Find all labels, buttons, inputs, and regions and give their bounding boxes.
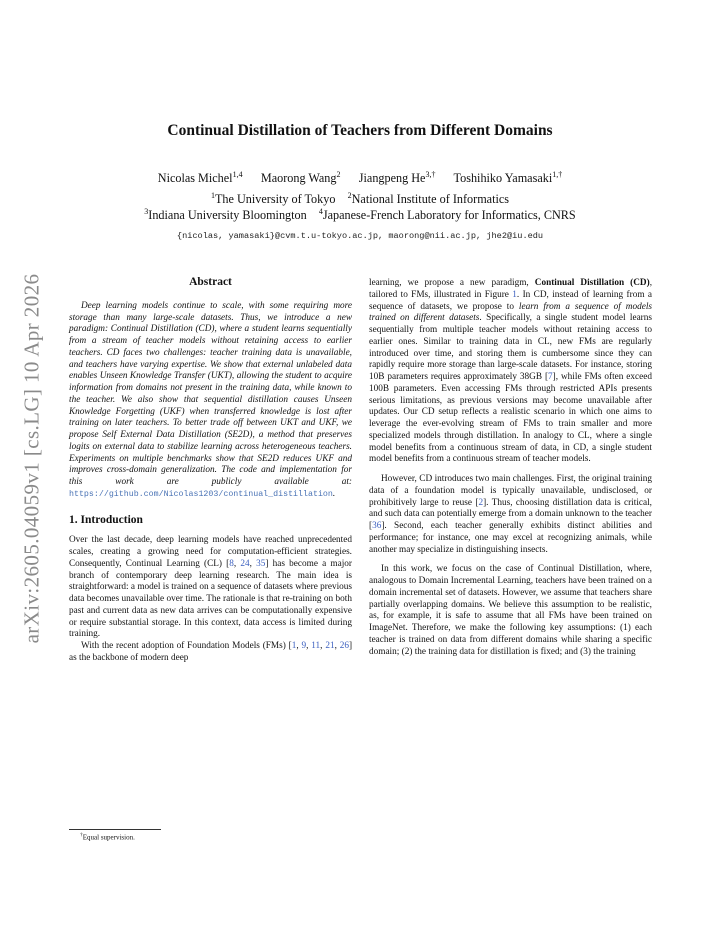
citation-link[interactable]: 8 [229, 558, 234, 569]
affiliation-mark: 1 [210, 191, 215, 200]
intro-paragraph: In this work, we focus on the case of Continual Distillation, where, analogous to Domain Incremental Learning, teachers have been trained on a domain incremental set of datasets. However, we assume that teachers share partially overlapping domains. We believe this assumption to be realistic, as, for example, it is safe to assume that all FMs have been trained on ImageNet. Therefore, we make the following key assumptions: (1) each teacher is trained on data from different domains while sharing a specific domain; (2) the training data for distillation is fixed; and (3) the training [369, 564, 652, 657]
footnote-mark: † [80, 832, 83, 838]
author-list [0, 170, 720, 186]
affiliation-name: Japanese-French Laboratory for Informatics, CNRS [322, 208, 576, 223]
footnote [80, 832, 135, 841]
paragraph-text: With the recent adoption of Foundation Models (FMs) [ [81, 641, 292, 651]
paragraph-text: . In CD, instead of learning from a sequence of datasets, we propose to [369, 289, 652, 312]
footnote-divider [69, 829, 161, 830]
arxiv-identifier-text: arXiv:2605.04059v1 [cs.LG] 10 Apr 2026 [19, 273, 44, 643]
author-name: Jiangpeng He [358, 171, 426, 186]
intro-paragraph [369, 278, 652, 466]
affiliation-name: The University of Tokyo [214, 192, 336, 207]
section-heading-introduction: 1. Introduction [69, 513, 143, 526]
citation-link[interactable]: 36 [372, 521, 382, 531]
citation-link[interactable]: 1 [291, 641, 297, 651]
affiliation-name: National Institute of Informatics [351, 192, 510, 207]
author-name: Toshihiko Yamasaki [453, 171, 553, 186]
abstract-text [69, 301, 352, 501]
affiliation-line [0, 207, 720, 223]
citation-link[interactable]: 21 [325, 641, 335, 651]
affiliation-mark: 2 [347, 191, 352, 200]
arxiv-identifier-stamp [20, 258, 44, 658]
paragraph-text: Over the last decade, deep learning models have reached unprecedented scales, creating a growing need for computation-efficient strategies. Consequently, Continual Learning (CL) [ [69, 535, 352, 569]
paragraph-text: ] as the backbone of modern deep [69, 641, 353, 663]
paragraph-text: ] has become a major branch of contemporary deep learning research. The main idea is straightforward: a model is trained on a sequence of datasets where previous data becomes unavailable over time. The rationale is that re-training on both past and current data as new data arrives can be computationally expensive or require substantial storage. In this context, data access is limited during training. [69, 558, 352, 640]
abstract-end-punctuation: . [332, 488, 336, 499]
author-name: Nicolas Michel [157, 171, 233, 186]
author-affiliation-mark: 1,4 [232, 170, 243, 179]
citation-link[interactable]: 24 [240, 558, 250, 569]
affiliation-mark: 4 [318, 207, 323, 216]
code-repository-link[interactable]: https://github.com/Nicolas1203/continual_distillation [69, 489, 333, 499]
affiliation-name: Indiana University Bloomington [148, 208, 307, 223]
figure-reference-link[interactable]: 1 [512, 289, 517, 300]
abstract-heading: Abstract [189, 276, 232, 288]
paragraph-text: ]. Second, each teacher generally exhibits distinct abilities and performance; for instance, one may excel at recognizing animals, while another may specialize in distinguishing insects. [369, 521, 652, 555]
intro-paragraph [369, 474, 652, 556]
affiliation-mark: 3 [144, 207, 149, 216]
paradigm-name: Continual Distillation (CD) [534, 278, 650, 288]
citation-link[interactable]: 2 [478, 497, 484, 508]
abstract-body: Deep learning models continue to scale, with some requiring more storage than many large-scale datasets. Thus, we introduce a new paradigm: Continual Distillation (CD), where a student learns sequentially from a stream of teacher models without retaining access to earlier teachers. CD faces two challenges: teacher training data is unavailable, and teachers have varying expertise. We show that external unlabeled data enables Unseen Knowledge Transfer (UKT), allowing the student to acquire information from domains not present in the training data, while known to the teacher. We also show that sequential distillation causes Unseen Knowledge Forgetting (UKF) when transferred knowledge is lost after training on later teachers. To better trade off between UKT and UKF, we propose Self External Data Distillation (SE2D), a method that preserves logits on external data to stabilize learning across heterogeneous teachers. Experiments on multiple benchmarks show that SE2D reduces UKF and improves cross-domain generalization. The code and implementation for this work are publicly available at: [69, 300, 352, 487]
intro-paragraph: Over the last decade, deep learning models have reached unprecedented scales, creating a growing need for computation-efficient strategies. Consequently, Continual Learning (CL) [8, 24, 35] has become a major branch of contemporary deep learning research. The main idea is straightforward: a model is trained on a sequence of datasets where previous data becomes unavailable over time. The rationale is that re-training on both past and current data as new data arrives can be computationally expensive or require substantial storage. In this context, data access is limited during training. [69, 535, 352, 640]
citation-link[interactable]: 7 [548, 372, 553, 382]
citation-link[interactable]: 26 [339, 641, 349, 651]
paragraph-text: . Specifically, a single student model learns sequentially from multiple teacher models without retaining access to earlier ones. Similar to training data in CL, new FMs are regularly introduced over time, and storing them is cumbersome since they can rapidly require more storage than large-scale datasets. For instance, storing 10B parameters requires approximately 38GB [ [369, 313, 652, 382]
paragraph-text: ], while FMs often exceed 100B parameters. Even accessing FMs through restricted APIs presents serious limitations, as previous versions may become unavailable after updates. Our CD setup reflects a realistic scenario in which one aims to leverage the ever-evolving stream of FMs to train smaller and more specialized models through distillation. In analogy to CL, where a single model benefits from a continuous stream of data, in CD, a single student model benefits from a continuous stream of teacher models. [369, 372, 652, 465]
citation-link[interactable]: 9 [301, 641, 307, 651]
paragraph-text: learning, we propose a new paradigm, [369, 278, 535, 288]
citation-link[interactable]: 35 [256, 558, 266, 569]
citation-link[interactable]: 11 [311, 641, 321, 651]
author-affiliation-mark: 2 [336, 170, 341, 179]
intro-paragraph: With the recent adoption of Foundation Models (FMs) [1, 9, 11, 21, 26] as the backbone of modern deep [69, 641, 353, 663]
footnote-text: Equal supervision. [82, 833, 135, 842]
author-name: Maorong Wang [260, 171, 337, 186]
author-emails: {nicolas, yamasaki}@cvm.t.u-tokyo.ac.jp, maorong@nii.ac.jp, jhe2@iu.edu [176, 231, 544, 241]
paragraph-text: , tailored to FMs, illustrated in Figure [369, 278, 652, 300]
paper-title: Continual Distillation of Teachers from Different Domains [167, 122, 553, 139]
author-affiliation-mark: 1,† [552, 170, 563, 179]
right-column [369, 278, 652, 658]
paragraph-text: ]. Thus, choosing distillation data is critical, and such data can potentially emerge from a domain unknown to the teacher [ [369, 497, 652, 531]
paragraph-text: However, CD introduces two main challenges. First, the original training data of a foundation model is typically unavailable, undisclosed, or prohibitively large to reuse [ [369, 474, 652, 508]
emphasized-text: learn from a sequence of models trained on different datasets [369, 301, 652, 324]
affiliation-line [0, 191, 720, 207]
left-column [69, 277, 352, 665]
author-affiliation-mark: 3,† [425, 170, 436, 179]
